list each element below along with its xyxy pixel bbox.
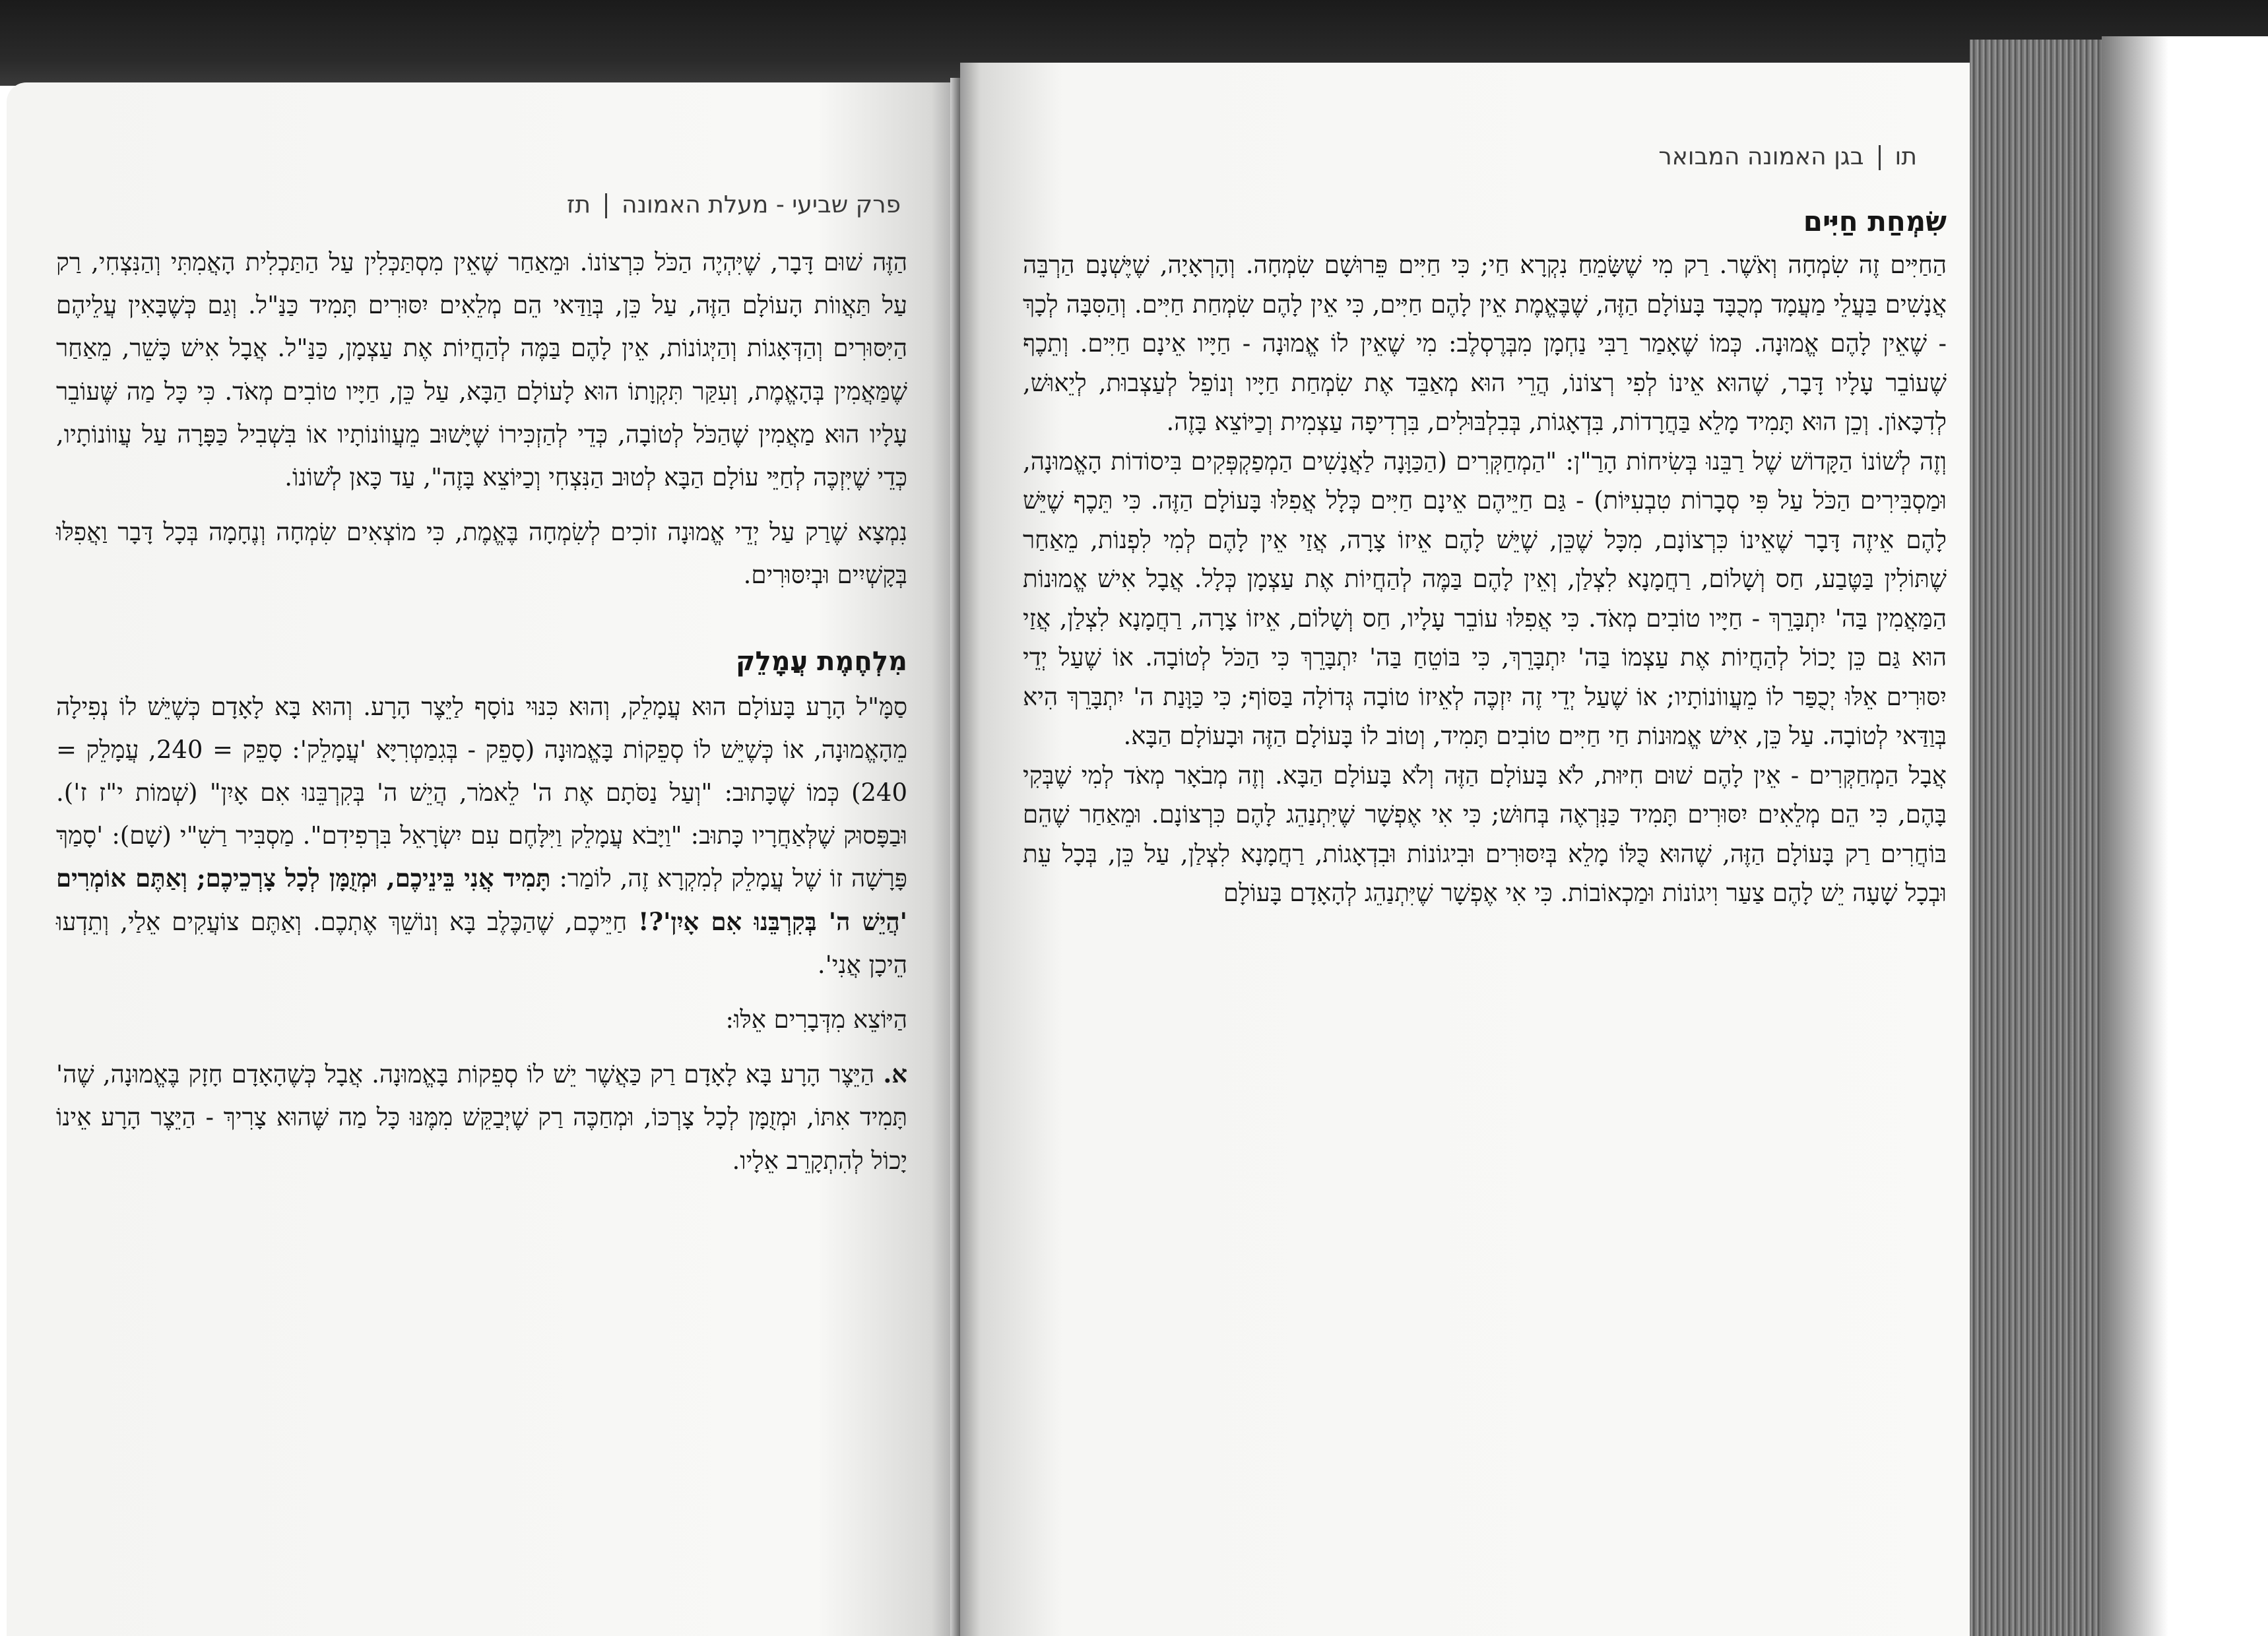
amalek-paragraph-intro: סַמָּ"ל הָרָע בָּעוֹלָם הוּא עֲמָלֵק, וְהוּא כִּנּוּי נוֹסָף לַיֵּצֶר הָרָע. וְהוּא בָּא לָאָדָם כְּשֶׁיֵּשׁ לוֹ נְפִילָה מֵהָאֱמוּנָה, אוֹ כְּשֶׁיֵּשׁ לוֹ סְפֵקוֹת בָּאֱמוּנָה (סָפֵק - בְּגִמַטְרִיָּא 'עֲמָלֵק': סָפֵק = 240, עֲמָלֵק = 240) כְּמוֹ שֶׁכָּתוּב: "וְעַל נַסֹּתָם אֶת ה' לֵאמֹר, הֲיֵשׁ ה' בְּקִרְבֵּנוּ אִם אָיִן" (שְׁמוֹת י"ז ז'). וּבַפָּסוּק שֶׁלְּאַחֲרָיו כָּתוּב: "וַיָּבֹא עֲמָלֵק וַיִּלָּחֶם עִם יִשְׂרָאֵל בִּרְפִידִם". מַסְבִּיר רַשִׁ"י (שָׁם): 'סָמַךְ פָּרָשָׁה זוֹ שֶׁל עֲמָלֵק לְמִקְרָא זֶה, לוֹמַר: (56, 692, 908, 893)
amalek-paragraph-bold: תָּמִיד אֲנִי בֵּינֵיכֶם, וּמְזֻמָּן לְכָל צָרְכֵיכֶם; וְאַתֶּם אוֹמְרִים 'הֲיֵשׁ ה' בְּקִרְבֵּנוּ אִם אָיִן'?! (56, 864, 907, 936)
point-text: הַיֵּצֶר הָרָע בָּא לָאָדָם רַק כַּאֲשֶׁר יֵשׁ לוֹ סְפֵקוֹת בָּאֱמוּנָה. אֲבָל כְּשֶׁהָאָדָם חָזָק בֶּאֱמוּנָה, שֶׁה' תָּמִיד אִתּוֹ, וּמְזֻמָּן לְכָל צָרְכּוֹ, וּמְחַכֶּה רַק שֶׁיְּבַקֵּשׁ מִמֶּנּוּ כָּל מַה שֶּׁהוּא צָרִיךְ - הַיֵּצֶר הָרָע אֵינוֹ יָכוֹל לְהִתְקָרֵב אֵלָיו. (56, 1060, 907, 1175)
right-page-number: תו (1895, 143, 1917, 170)
right-text-column (1023, 198, 1947, 913)
section-heading-amalek: מִלְחֶמֶת עֲמָלֵק (736, 646, 907, 677)
running-head-separator (605, 193, 607, 218)
left-paragraph: הַזֶּה שׁוּם דָּבָר, שֶׁיִּהְיֶה הַכֹּל כִּרְצוֹנוֹ. וּמֵאַחַר שֶׁאֵין מִסְתַּכְּלִין עַל הַתַּכְלִית הָאֲמִתִּי וְהַנִּצְחִי, רַק עַל תַּאֲווֹת הָעוֹלָם הַזֶּה, עַל כֵּן, בְּוַדַּאי הֵם מְלֵאִים יִסּוּרִים תָּמִיד כַּנַּ"ל. וְגַם כְּשֶׁבָּאִין עֲלֵיהֶם הַיִּסּוּרִים וְהַדְּאָגוֹת וְהַיְּגוֹנוֹת, אֵין לָהֶם בַּמֶּה לְהַחֲיוֹת אֶת עַצְמָן, כַּנַּ"ל. אֲבָל אִישׁ כָּשֵׁר, מֵאַחַר שֶׁמַּאֲמִין בְּהָאֱמֶת, וְעִקַּר תִּקְוָתוֹ הוּא לָעוֹלָם הַבָּא, עַל כֵּן, חַיָּיו טוֹבִים מְאֹד. כִּי כָּל מַה שֶּׁעוֹבֵר עָלָיו הוּא מַאֲמִין שֶׁהַכֹּל לְטוֹבָה, כְּדֵי לְהַזְכִּירוֹ שֶׁיָּשׁוּב מֵעֲווֹנוֹתָיו אוֹ בִּשְׁבִיל כַּפָּרָה עַל עֲווֹנוֹתָיו, כְּדֵי שֶׁיִּזְכֶּה לְחַיֵּי עוֹלָם הַבָּא לְטוּב הַנִּצְחִי וְכַיּוֹצֵא בָּזֶה", עַד כָּאן לְשׁוֹנוֹ. (56, 248, 907, 492)
left-text-column (56, 241, 907, 1182)
point-label: א. (883, 1059, 907, 1089)
left-page (7, 82, 960, 1636)
right-page (960, 63, 1986, 1636)
amalek-paragraph-outro: חַיֵּיכֶם, שֶׁהַכֶּלֶב בָּא וְנוֹשֵׁךְ אֶתְכֶם. וְאַתֶּם צוֹעֲקִים אֵלַי, וְתֵדְעוּ הֵיכָן אֲנִי'. (56, 907, 907, 979)
book-page-edges (1970, 40, 2102, 1636)
right-running-head (1125, 143, 1917, 170)
right-paragraph: וְזֶה לְשׁוֹנוֹ הַקָּדוֹשׁ שֶׁל רַבֵּנוּ בְּשִׂיחוֹת הָרַ"ן: "הַמְחַקְּרִים (הַכַּוָּנָה לַאֲנָשִׁים הַמְפַקְפְּקִים בִּיסוֹדוֹת הָאֱמוּנָה, וּמַסְבִּירִים הַכֹּל עַל פִּי סְבָרוֹת טִבְעִיּוֹת) - גַּם חַיֵּיהֶם אֵינָם חַיִּים כְּלָל אֲפִלּוּ בָּעוֹלָם הַזֶּה. כִּי תֵּכֶף שֶׁיֵּשׁ לָהֶם אֵיזֶה דָּבָר שֶׁאֵינוֹ כִּרְצוֹנָם, מִכָּל שֶׁכֵּן, שֶׁיֵּשׁ לָהֶם אֵיזוֹ צָרָה, אֲזַי אֵין לָהֶם לְמִי לִפְנוֹת, מֵאַחַר שֶׁתּוֹלִין בַּטֶּבַע, חַס וְשָׁלוֹם, רַחֲמָנָא לִצְלַן, וְאֵין לָהֶם בַּמֶּה לְהַחֲיוֹת אֶת עַצְמָן כְּלָל. אֲבָל אִישׁ אֱמוּנוֹת הַמַּאֲמִין בַּה' יִתְבָּרֵךְ - חַיָּיו טוֹבִים מְאֹד. כִּי אֲפִלּוּ עוֹבֵר עָלָיו, חַס וְשָׁלוֹם, אֵיזוֹ צָרָה, רַחֲמָנָא לִצְלַן, אֲזַי הוּא גַּם כֵּן יָכוֹל לְהַחֲיוֹת אֶת עַצְמוֹ בַּה' יִתְבָּרֵךְ, כִּי בּוֹטֵחַ בַּה' יִתְבָּרֵךְ כִּי הַכֹּל לְטוֹבָה. אוֹ שֶׁעַל יְדֵי יִסּוּרִים אֵלּוּ יְכֻפַּר לוֹ מֵעֲווֹנוֹתָיו; אוֹ שֶׁעַל יְדֵי זֶה יִזְכֶּה לְאֵיזוֹ טוֹבָה גְּדוֹלָה בַּסּוֹף; כִּי כַּוָּנַת ה' יִתְבָּרֵךְ הִיא בְּוַדַּאי לְטוֹבָה. עַל כֵּן, אִישׁ אֱמוּנוֹת חַי חַיִּים טוֹבִים תָּמִיד, וְטוֹב לוֹ בָּעוֹלָם הַזֶּה וּבָעוֹלָם הַבָּא. (1023, 447, 1947, 750)
left-running-head (109, 191, 901, 218)
right-book-title: בגן האמונה המבואר (1658, 143, 1864, 170)
left-paragraph: נִמְצָא שֶׁרַק עַל יְדֵי אֱמוּנָה זוֹכִים לְשִׂמְחָה בֶּאֱמֶת, כִּי מוֹצְאִים שִׂמְחָה וְנֶחָמָה בְּכָל דָּבָר וַאֲפִלּוּ בְּקָשְׁיִים וּבְיִסּוּרִים. (56, 518, 907, 590)
left-chapter-title: פרק שביעי - מעלת האמונה (622, 191, 901, 218)
conclusion-intro: הַיּוֹצֵא מִדְּבָרִים אֵלּוּ: (725, 1005, 907, 1034)
running-head-separator (1879, 145, 1881, 170)
section-heading-simchat-chaim: שִׂמְחַת חַיִּים (1803, 205, 1947, 237)
amalek-paragraph (56, 685, 907, 986)
conclusion-point (56, 1053, 907, 1182)
right-paragraph: הַחַיִּים זֶה שִׂמְחָה וְאֹשֶׁר. רַק מִי שֶׁשָּׂמֵחַ נִקְרָא חַי; כִּי חַיִּים פֵּרוּשָׁם שִׂמְחָה. וְהָרְאָיָה, שֶׁיֶּשְׁנָם הַרְבֵּה אֲנָשִׁים בַּעֲלֵי מַעֲמָד מְכֻבָּד בָּעוֹלָם הַזֶּה, שֶׁבֶּאֱמֶת אֵין לָהֶם חַיִּים, כִּי אֵין לָהֶם שִׂמְחַת חַיִּים. וְהַסִּבָּה לְכָךְ - שֶׁאֵין לָהֶם אֱמוּנָה. כְּמוֹ שֶׁאָמַר רַבִּי נַחְמָן מִבְּרֶסְלֶב: מִי שֶׁאֵין לוֹ אֱמוּנָה - חַיָּיו אֵינָם חַיִּים. וְתֵכֶף שֶׁעוֹבֵר עָלָיו דָּבָר, שֶׁהוּא אֵינוֹ לְפִי רְצוֹנוֹ, הֲרֵי הוּא מְאַבֵּד אֶת שִׂמְחַת חַיָּיו וְנוֹפֵל לְעַצְבוּת, לְיֵאוּשׁ, לְדִכָּאוֹן. וְכֵן הוּא תָּמִיד מָלֵא בַּחֲרָדוֹת, בִּדְאָגוֹת, בְּבִלְבּוּלִים, בִּרְדִיפָה עַצְמִית וְכַיּוֹצֵא בָּזֶה. (1023, 251, 1947, 436)
right-paragraph: אֲבָל הַמְחַקְּרִים - אֵין לָהֶם שׁוּם חִיּוּת, לֹא בָּעוֹלָם הַזֶּה וְלֹא בָּעוֹלָם הַבָּא. וְזֶה מְבֹאָר מְאֹד לְמִי שֶׁבְּקִי בָּהֶם, כִּי הֵם מְלֵאִים יִסּוּרִים תָּמִיד כַּנִּרְאֶה בְּחוּשׁ; כִּי אִי אֶפְשָׁר שֶׁיִּתְנַהֵג לָהֶם כִּרְצוֹנָם. וּמֵאַחַר שֶׁהֵם בּוֹחֲרִים רַק בָּעוֹלָם הַזֶּה, שֶׁהוּא כֻּלּוֹ מָלֵא בְּיִסּוּרִים וּבִיגוֹנוֹת וּבִדְאָגוֹת, רַחֲמָנָא לִצְלַן, עַל כֵּן, בְּכָל עֵת וּבְכָל שָׁעָה יֵשׁ לָהֶם צַעַר וִיגוֹנוֹת וּמַכְאוֹבוֹת. כִּי אִי אֶפְשָׁר שֶׁיִּתְנַהֵג לְהָאָדָם בָּעוֹלָם (1023, 761, 1947, 907)
left-page-number: תז (566, 191, 591, 218)
scan-edge-shadow (2102, 36, 2268, 1636)
